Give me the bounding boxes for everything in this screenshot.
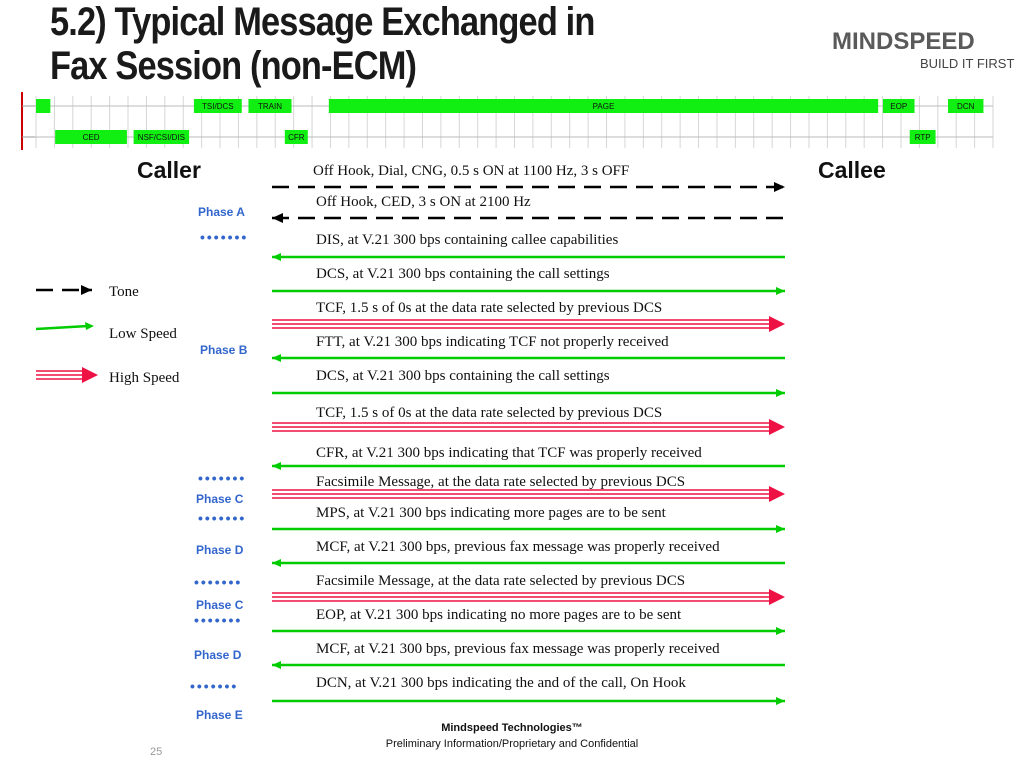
high-speed-arrow [272, 589, 785, 605]
timeline-segment-label: EOP [890, 102, 908, 111]
phase-separator: ••••••• [194, 574, 243, 590]
low-speed-arrow-head [776, 697, 785, 705]
timeline-segment-label: CFR [288, 133, 305, 142]
callee-label: Callee [818, 157, 886, 183]
page-number: 25 [150, 746, 163, 758]
message-label: CFR, at V.21 300 bps indicating that TCF was properly received [316, 445, 702, 461]
message-label: MPS, at V.21 300 bps indicating more pages are to be sent [316, 505, 666, 521]
timeline-segment-label: DCN [957, 102, 975, 111]
tone-arrow-head [272, 213, 283, 223]
legend-high-speed-label: High Speed [109, 370, 180, 386]
phase-label: Phase B [200, 343, 248, 357]
message-label: Off Hook, Dial, CNG, 0.5 s ON at 1100 Hz, 3 s OFF [313, 163, 630, 179]
phase-separator: ••••••• [198, 470, 247, 486]
phase-label: Phase C [196, 492, 244, 506]
timeline-segment-label: CED [82, 133, 100, 142]
phase-label: Phase E [196, 708, 243, 722]
legend-low-speed-head [85, 322, 94, 330]
phase-separator: ••••••• [190, 678, 239, 694]
legend-tone-label: Tone [109, 284, 139, 300]
logo-tagline: BUILD IT FIRST [920, 56, 1015, 71]
timeline-segment-label: TSI/DCS [202, 102, 234, 111]
high-speed-arrow [272, 316, 785, 332]
footer-company: Mindspeed Technologies™ [441, 722, 583, 734]
timeline-segment-label: PAGE [592, 102, 615, 111]
message-label: MCF, at V.21 300 bps, previous fax message was properly received [316, 539, 720, 555]
message-label: TCF, 1.5 s of 0s at the data rate selected by previous DCS [316, 405, 663, 421]
low-speed-arrow-head [776, 525, 785, 533]
low-speed-arrow-head [776, 287, 785, 295]
low-speed-arrow-head [272, 354, 281, 362]
high-speed-arrow [36, 367, 98, 383]
message-label: Off Hook, CED, 3 s ON at 2100 Hz [316, 194, 531, 210]
phase-separator: ••••••• [194, 612, 243, 628]
legend-low-speed-label: Low Speed [109, 326, 177, 342]
message-label: DCS, at V.21 300 bps containing the call settings [316, 368, 610, 384]
message-label: Facsimile Message, at the data rate selected by previous DCS [316, 474, 686, 490]
message-label: EOP, at V.21 300 bps indicating no more pages are to be sent [316, 607, 682, 623]
phase-separator: ••••••• [200, 229, 249, 245]
legend-low-speed-line [36, 326, 88, 329]
low-speed-arrow-head [272, 462, 281, 470]
message-label: MCF, at V.21 300 bps, previous fax message was properly received [316, 641, 720, 657]
phase-separator: ••••••• [198, 510, 247, 526]
low-speed-arrow-head [272, 661, 281, 669]
phase-label: Phase C [196, 598, 244, 612]
tone-arrow-head [774, 182, 785, 192]
timeline-segment-label: RTP [914, 133, 931, 142]
message-label: DCN, at V.21 300 bps indicating the and of the call, On Hook [316, 675, 686, 691]
caller-label: Caller [137, 157, 201, 183]
phase-label: Phase D [196, 543, 244, 557]
timeline-segment-label: TRAIN [257, 102, 282, 111]
title-line-2: Fax Session (non-ECM) [50, 44, 417, 88]
low-speed-arrow-head [776, 627, 785, 635]
low-speed-arrow-head [272, 253, 281, 261]
high-speed-arrow [272, 419, 785, 435]
message-label: DIS, at V.21 300 bps containing callee capabilities [316, 232, 619, 248]
timeline-segment-label: NSF/CSI/DIS [137, 133, 185, 142]
phase-label: Phase D [194, 648, 242, 662]
title-line-1: 5.2) Typical Message Exchanged in [50, 0, 595, 44]
logo-name: MINDSPEED [832, 28, 975, 55]
low-speed-arrow-head [776, 389, 785, 397]
low-speed-arrow-head [272, 559, 281, 567]
message-label: DCS, at V.21 300 bps containing the call settings [316, 266, 610, 282]
message-label: FTT, at V.21 300 bps indicating TCF not properly received [316, 334, 669, 350]
footer-notice: Preliminary Information/Proprietary and Confidential [385, 738, 639, 750]
tone-arrow-head [81, 285, 92, 295]
phase-label: Phase A [198, 205, 245, 219]
message-label: Facsimile Message, at the data rate selected by previous DCS [316, 573, 686, 589]
message-label: TCF, 1.5 s of 0s at the data rate selected by previous DCS [316, 300, 663, 316]
